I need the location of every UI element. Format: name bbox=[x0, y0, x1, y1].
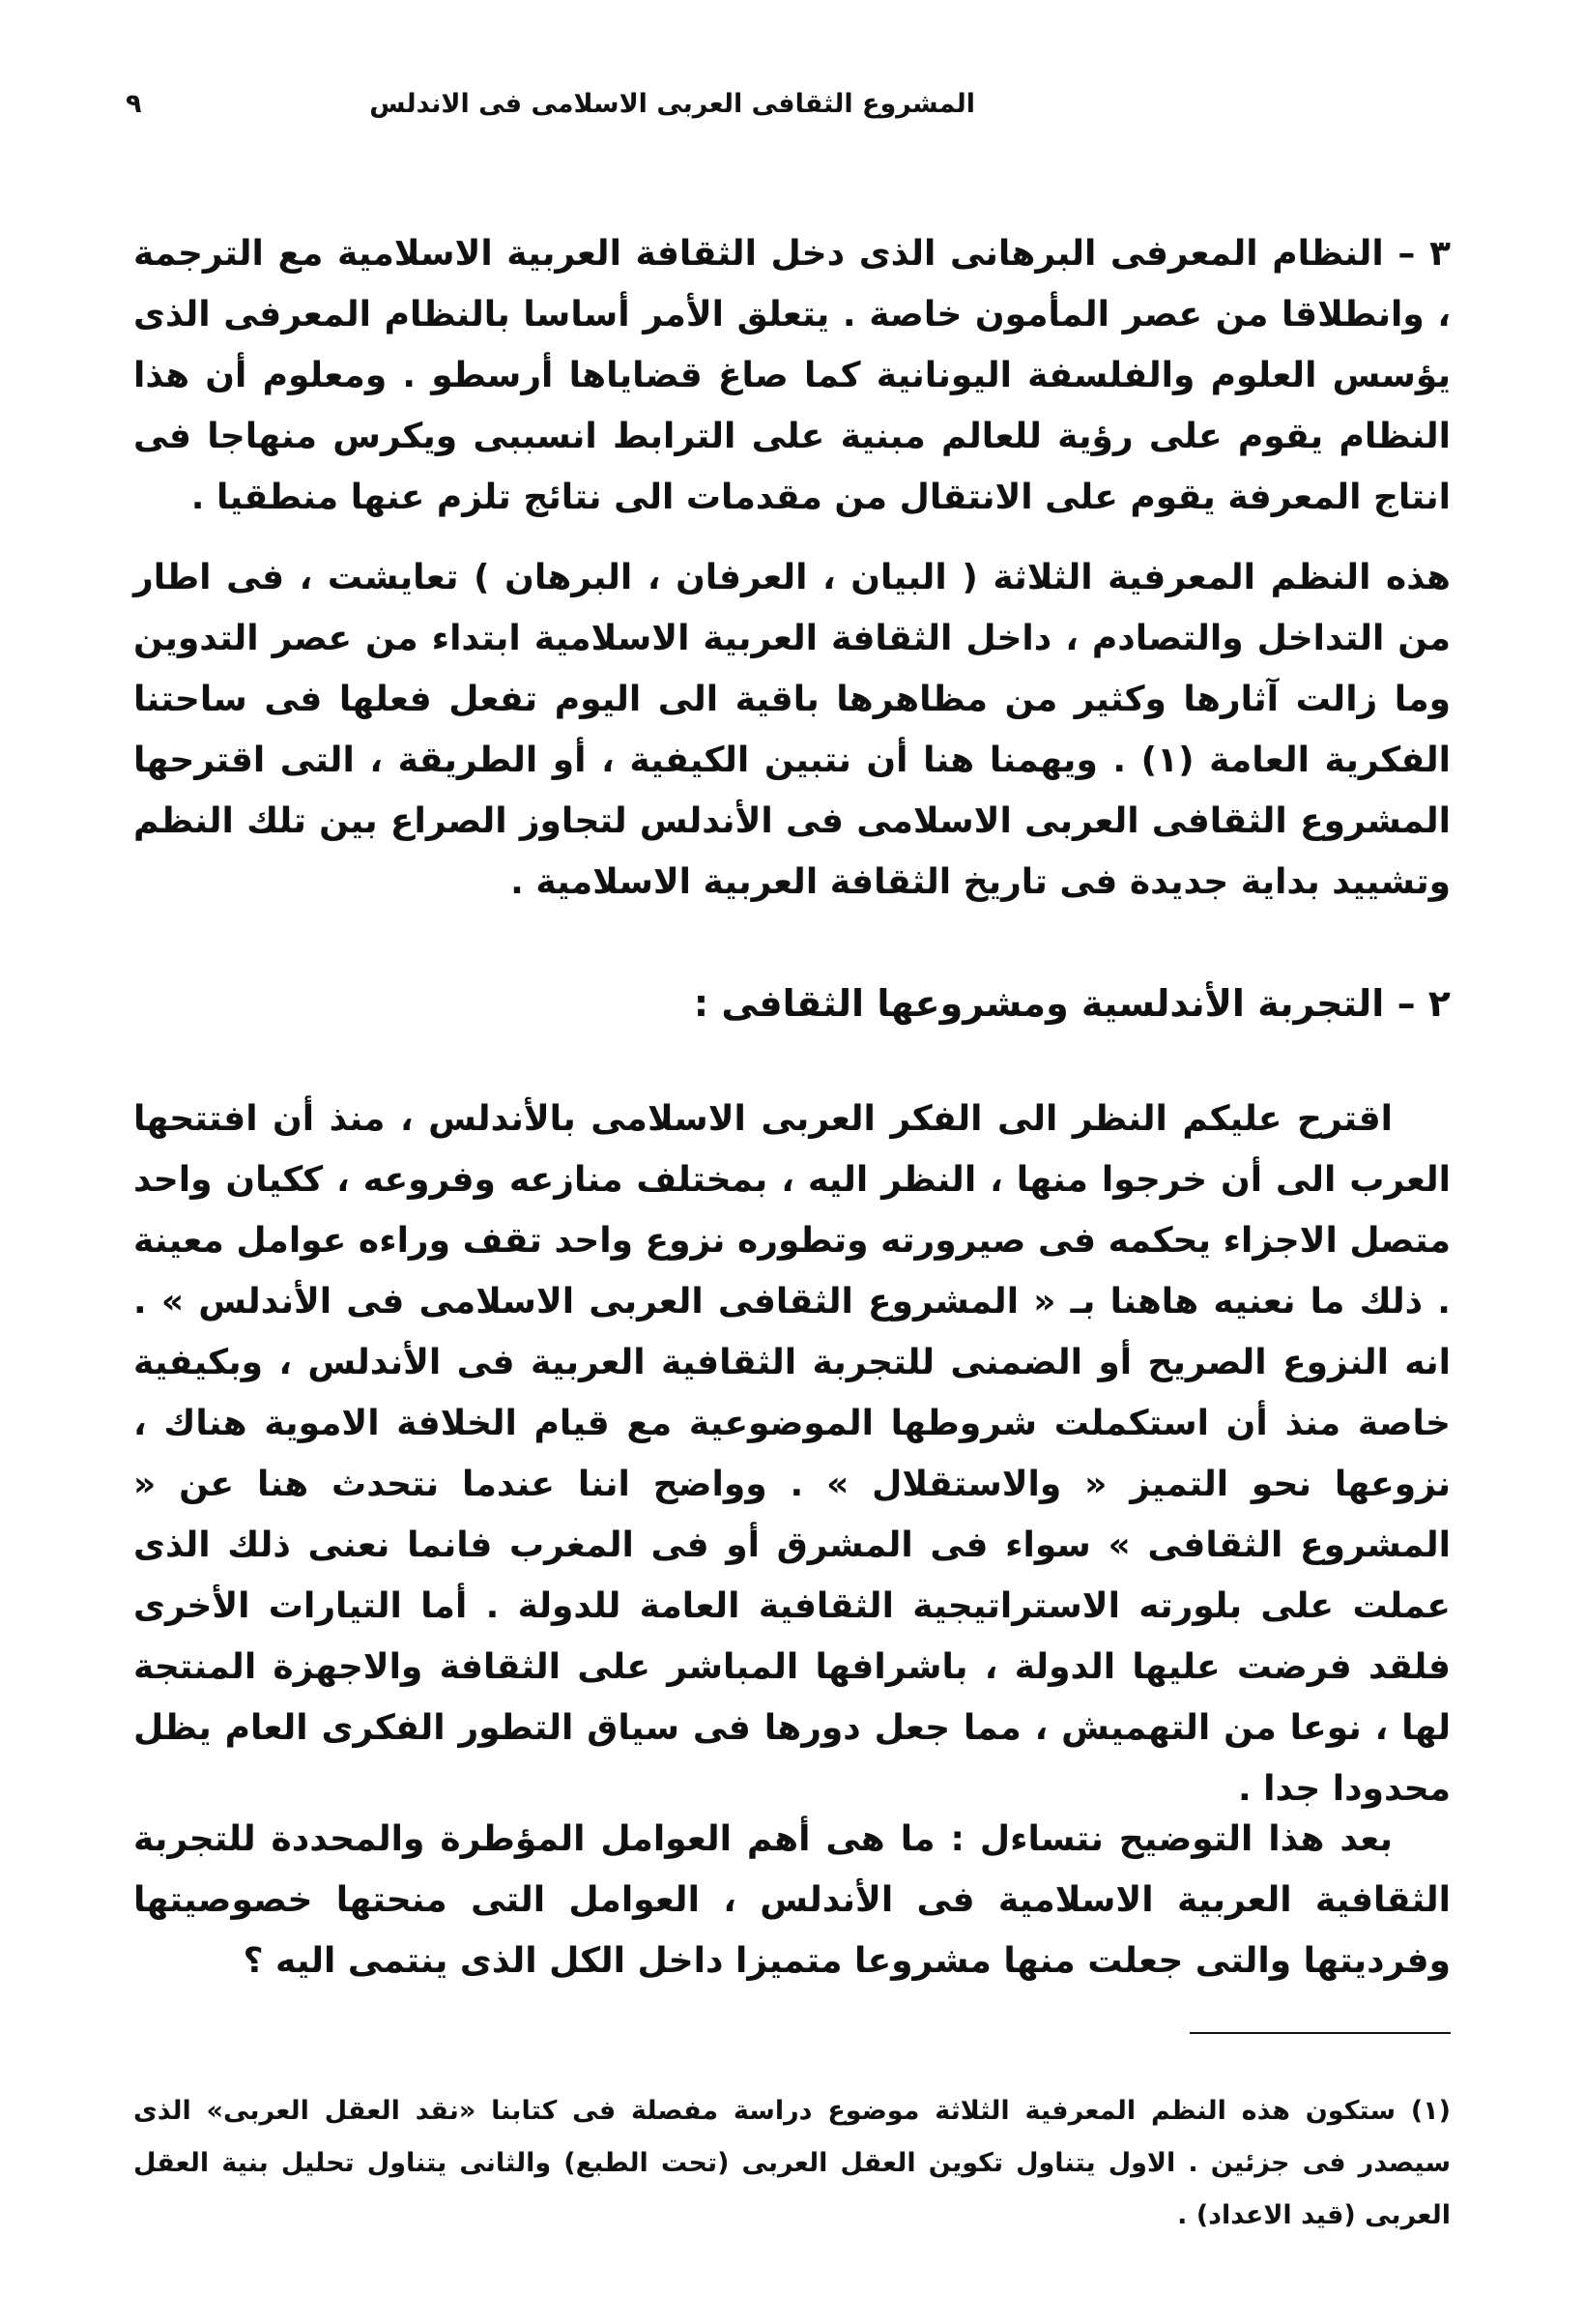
paragraph-andalusian-project: اقترح عليكم النظر الى الفكر العربى الاسلامى بالأندلس ، منذ أن افتتحها العرب الى أن خرجوا منها ، النظر اليه ، بمختلف منازعه وفروعه ، ككيان واحد متصل الاجزاء يحكمه فى صيرورته وتطوره نزوع واحد تقف وراءه عوامل معينة . ذلك ما نعنيه هاهنا بـ « المشروع الثقافى العربى الاسلامى فى الأندلس » . انه النزوع الصريح أو الضمنى للتجربة الثقافية العربية فى الأندلس ، وبكيفية خاصة منذ أن استكملت شروطها الموضوعية مع قيام الخلافة الاموية هناك ، نزوعها نحو التميز « والاستقلال » . وواضح اننا عندما نتحدث هنا عن « المشروع الثقافى » سواء فى المشرق أو فى المغرب فانما نعنى ذلك الذى عملت على بلورته الاستراتيجية الثقافية العامة للدولة . أما التيارات الأخرى فلقد فرضت عليها الدولة ، باشرافها المباشر على الثقافة والاجهزة المنتجة لها ، نوعا من التهميش ، مما جعل دورها فى سياق التطور الفكرى العام يظل محدودا جدا . bbox=[133, 1099, 1451, 1809]
running-header-title: المشروع الثقافى العربى الاسلامى فى الاندلس bbox=[369, 89, 975, 119]
footnote-1: (١) ستكون هذه النظم المعرفية الثلاثة موضوع دراسة مفصلة فى كتابنا «نقد العقل العربى» الذى سيصدر فى جزئين . الاول يتناول تكوين العقل العربى (تحت الطبع) والثانى يتناول تحليل بنية العقل العربى (قيد الاعداد) . bbox=[133, 2096, 1451, 2230]
running-header bbox=[126, 89, 1458, 128]
paragraph-three-systems: هذه النظم المعرفية الثلاثة ( البيان ، العرفان ، البرهان ) تعايشت ، فى اطار من التداخل والتصادم ، داخل الثقافة العربية الاسلامية ابتداء من عصر التدوين وما زالت آثارها وكثير من مظاهرها باقية الى اليوم تفعل فعلها فى ساحتنا الفكرية العامة (١) . ويهمنا هنا أن نتبين الكيفية ، أو الطريقة ، التى اقترحها المشروع الثقافى العربى الاسلامى فى الأندلس لتجاوز الصراع بين تلك النظم وتشييد بداية جديدة فى تاريخ الثقافة العربية الاسلامية . bbox=[133, 558, 1451, 902]
paragraph-burhani-system: ٣ – النظام المعرفى البرهانى الذى دخل الثقافة العربية الاسلامية مع الترجمة ، وانطلاقا من عصر المأمون خاصة . يتعلق الأمر أساسا بالنظام المعرفى الذى يؤسس العلوم والفلسفة اليونانية كما صاغ قضاياها أرسطو . ومعلوم أن هذا النظام يقوم على رؤية للعالم مبنية على الترابط انسببى ويكرس منهاجا فى انتاج المعرفة يقوم على الانتقال من مقدمات الى نتائج تلزم عنها منطقيا . bbox=[133, 234, 1451, 517]
footnote-divider bbox=[1190, 2032, 1451, 2034]
section-heading-andalusian-experience: ٢ – التجربة الأندلسية ومشروعها الثقافى : bbox=[693, 981, 1451, 1025]
page-number: ٩ bbox=[126, 89, 142, 119]
paragraph-question: بعد هذا التوضيح نتساءل : ما هى أهم العوامل المؤطرة والمحددة للتجربة الثقافية العربية الاسلامية فى الأندلس ، العوامل التى منحتها خصوصيتها وفرديتها والتى جعلت منها مشروعا متميزا داخل الكل الذى ينتمى اليه ؟ bbox=[133, 1819, 1451, 1981]
